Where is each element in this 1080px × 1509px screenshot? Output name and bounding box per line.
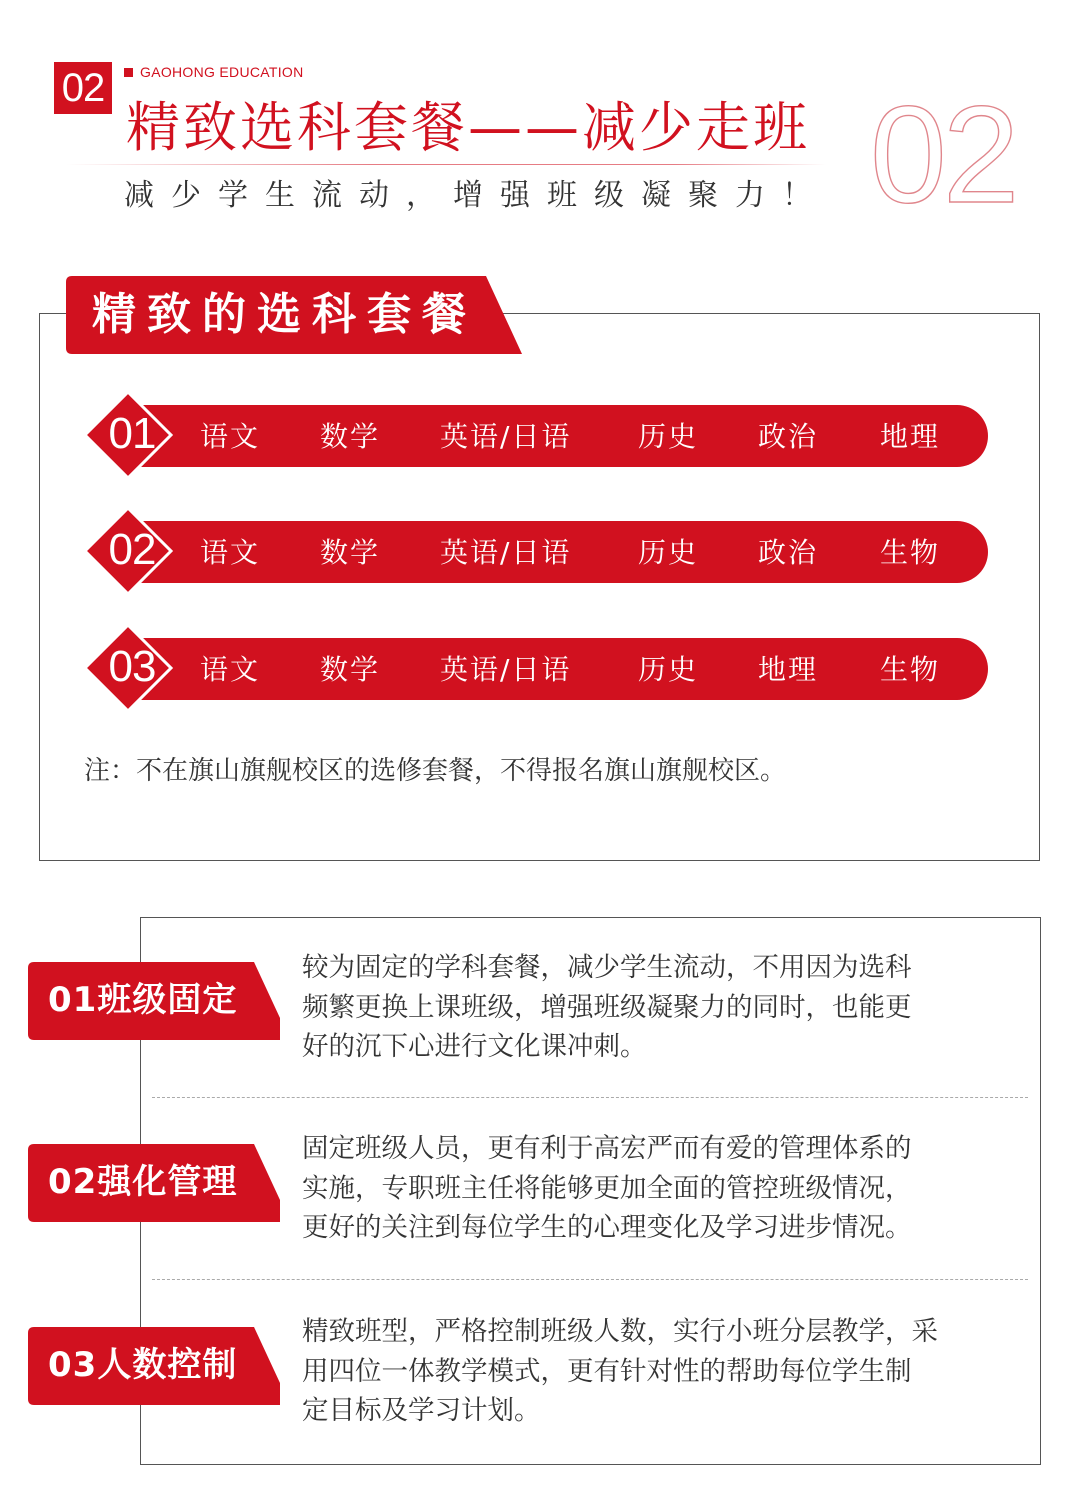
package-subject: 语文	[200, 536, 261, 569]
package-number: 02	[108, 525, 156, 574]
feature-tag	[28, 1144, 280, 1222]
feature-description-line: 实施，专职班主任将能够更加全面的管控班级情况，	[302, 1172, 912, 1204]
package-row	[82, 622, 988, 714]
decor-number-outline	[868, 84, 1028, 214]
package-subject: 生物	[880, 653, 941, 686]
package-number: 01	[108, 409, 156, 458]
feature-description-line: 较为固定的学科套餐，减少学生流动，不用因为选科	[302, 952, 912, 983]
package-subject: 英语/日语	[440, 653, 572, 686]
package-subject: 生物	[880, 536, 941, 569]
package-row	[82, 505, 988, 597]
section-number-badge: 02	[54, 62, 112, 114]
packages-note: 注：不在旗山旗舰校区的选修套餐，不得报名旗山旗舰校区。	[84, 756, 787, 786]
feature-description	[302, 948, 1002, 1067]
package-subject: 英语/日语	[440, 536, 572, 569]
package-subject: 历史	[638, 420, 699, 453]
package-subject: 语文	[200, 420, 261, 453]
package-row	[82, 389, 988, 481]
page-subtitle: 减少学生流动，增强班级凝聚力！	[124, 178, 829, 213]
feature-description	[302, 1129, 1002, 1248]
package-subject: 数学	[320, 420, 381, 453]
package-subject: 英语/日语	[440, 420, 572, 453]
package-subject: 语文	[200, 653, 261, 686]
feature-description-line: 好的沉下心进行文化课冲刺。	[302, 1031, 647, 1062]
feature-description-line: 精致班型，严格控制班级人数，实行小班分层教学，采	[302, 1316, 938, 1347]
page-title: 精致选科套餐——减少走班	[126, 96, 810, 159]
feature-tag-label: 02强化管理	[48, 1162, 238, 1202]
package-subject: 地理	[758, 653, 819, 686]
feature-description-line: 用四位一体教学模式，更有针对性的帮助每位学生制	[302, 1355, 912, 1387]
package-subject: 地理	[880, 420, 941, 453]
feature-description-line: 更好的关注到每位学生的心理变化及学习进步情况。	[302, 1212, 912, 1243]
package-number: 03	[108, 642, 156, 691]
feature-description-line: 固定班级人员，更有利于高宏严而有爱的管理体系的	[302, 1133, 912, 1164]
feature-tag	[28, 1327, 280, 1405]
package-subject: 数学	[320, 653, 381, 686]
packages-heading: 精致的选科套餐	[92, 289, 477, 340]
decor-number-text: 02	[870, 84, 1016, 214]
feature-description	[302, 1312, 1002, 1431]
package-subject: 历史	[638, 536, 699, 569]
package-subject: 政治	[758, 536, 819, 569]
feature-tag-label: 01班级固定	[48, 980, 238, 1020]
package-subject: 数学	[320, 536, 381, 569]
package-subject: 政治	[758, 420, 819, 453]
feature-tag-label: 03人数控制	[48, 1345, 238, 1385]
brand-square-icon	[124, 68, 133, 77]
title-divider	[66, 164, 826, 165]
feature-description-line: 定目标及学习计划。	[302, 1395, 541, 1426]
feature-description-line: 频繁更换上课班级，增强班级凝聚力的同时，也能更	[302, 991, 912, 1023]
brand-name: GAOHONG EDUCATION	[140, 64, 304, 80]
package-subject: 历史	[638, 653, 699, 686]
feature-tag	[28, 962, 280, 1040]
feature-divider	[152, 1097, 1028, 1098]
feature-divider	[152, 1279, 1028, 1280]
